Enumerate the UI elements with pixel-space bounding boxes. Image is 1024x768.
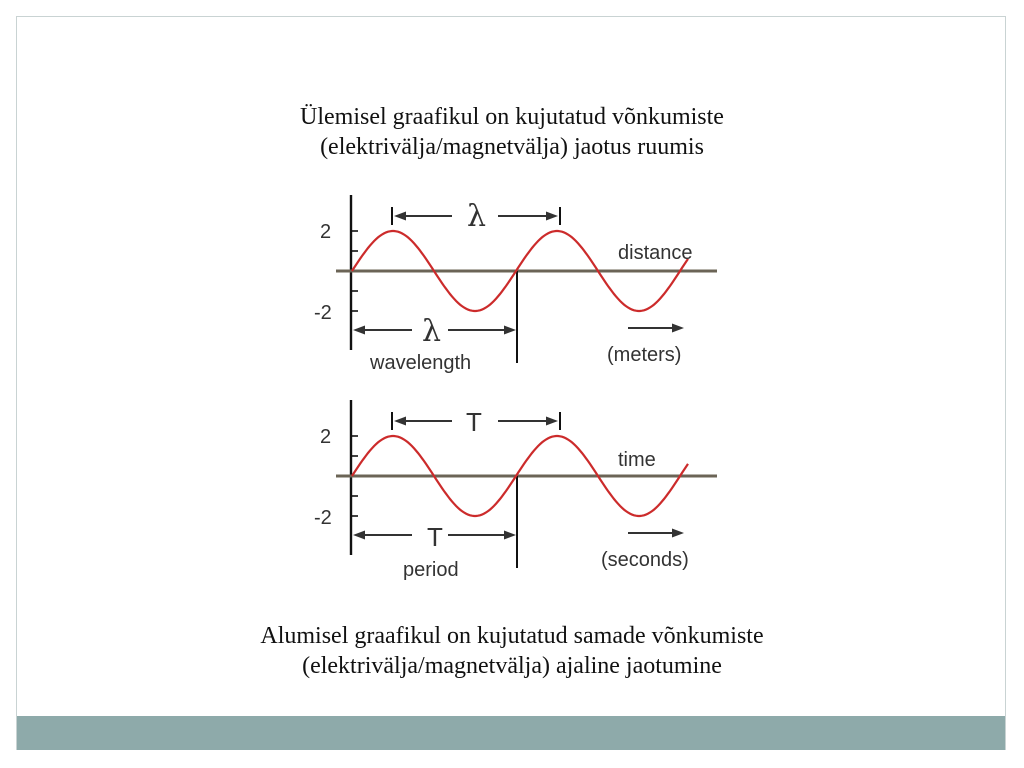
x-unit-label: (meters) xyxy=(607,344,682,366)
period-marker-left-arrow xyxy=(394,417,406,426)
y-tick-label-top: 2 xyxy=(320,426,332,448)
y-tick-label-bottom: -2 xyxy=(314,507,332,529)
period-marker-right-arrow xyxy=(546,212,558,221)
caption-bottom-line-1: Alumisel graafikul on kujutatud samade võnkumiste xyxy=(260,623,764,649)
period-marker-lower-left-arrow xyxy=(353,326,365,335)
period-marker-lower-right-arrow xyxy=(504,531,516,540)
direction-arrow-head xyxy=(672,324,684,333)
period-marker-lower-right-arrow xyxy=(504,326,516,335)
caption-top-line-2: (elektrivälja/magnetvälja) jaotus ruumis xyxy=(320,134,704,160)
period-name-label: wavelength xyxy=(370,352,472,374)
period-symbol-top: λ xyxy=(467,199,487,234)
caption-bottom-line-2: (elektrivälja/magnetvälja) ajaline jaotumine xyxy=(302,653,722,679)
x-axis-label: time xyxy=(618,449,656,471)
period-symbol-top: T xyxy=(466,407,482,437)
period-marker-lower-left-arrow xyxy=(353,531,365,540)
direction-arrow-head xyxy=(672,529,684,538)
period-marker-left-arrow xyxy=(394,212,406,221)
period-symbol-bottom: λ xyxy=(422,314,442,349)
period-symbol-bottom: T xyxy=(427,522,443,552)
y-tick-label-bottom: -2 xyxy=(314,302,332,324)
x-unit-label: (seconds) xyxy=(601,549,689,571)
y-tick-label-top: 2 xyxy=(320,221,332,243)
spatial-wave-chart xyxy=(0,195,1024,380)
period-name-label: period xyxy=(403,559,459,581)
caption-bottom xyxy=(0,621,1024,681)
temporal-wave-chart xyxy=(0,400,1024,585)
caption-top xyxy=(0,102,1024,162)
x-axis-label: distance xyxy=(618,242,693,264)
caption-top-line-1: Ülemisel graafikul on kujutatud võnkumiste xyxy=(300,104,724,130)
period-marker-right-arrow xyxy=(546,417,558,426)
footer-bar xyxy=(17,716,1005,750)
